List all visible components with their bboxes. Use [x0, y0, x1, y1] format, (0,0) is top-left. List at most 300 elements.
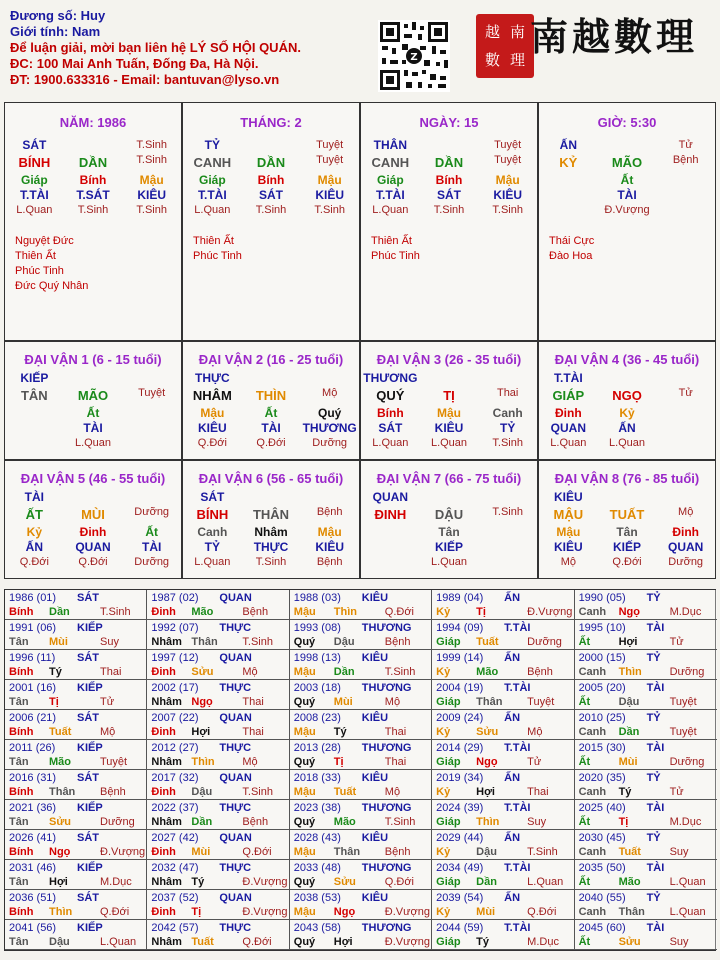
- hidden-stem: Đinh: [672, 525, 700, 539]
- heavenly-stem: MẬU: [553, 507, 584, 522]
- year-label: 2045 (60): [578, 922, 626, 934]
- year-cell[interactable]: [5, 920, 147, 950]
- year-cell[interactable]: [290, 770, 432, 800]
- year-label: 1994 (09): [436, 622, 484, 634]
- year-branch: Tý: [618, 786, 632, 798]
- year-stage: Bệnh: [527, 666, 553, 678]
- year-stage: Bệnh: [384, 846, 411, 858]
- year-stem: Tân: [9, 876, 29, 888]
- year-branch: Thìn: [476, 816, 500, 828]
- year-branch: Ngọ: [333, 906, 356, 918]
- earthly-branch: MÙI: [81, 507, 105, 522]
- heavenly-stem: BÍNH: [196, 507, 229, 522]
- year-branch: Sửu: [49, 816, 72, 828]
- year-stage: Dưỡng: [527, 636, 562, 648]
- year-label: 2002 (17): [151, 682, 199, 694]
- year-stem: Quý: [293, 696, 316, 708]
- year-branch: Tý: [49, 666, 62, 678]
- year-cell[interactable]: [432, 770, 574, 800]
- hidden-god: KIÊU: [434, 421, 464, 435]
- year-cell[interactable]: [575, 860, 717, 890]
- year-cell[interactable]: [147, 620, 289, 650]
- year-god: KIẾP: [77, 922, 103, 934]
- stage: Bệnh: [672, 154, 699, 166]
- hidden-god: KIÊU: [493, 188, 523, 202]
- year-stage: Suy: [669, 936, 689, 948]
- year-label: 1996 (11): [9, 652, 56, 664]
- year-stage: Tuyệt: [527, 696, 555, 708]
- year-god: TÀI: [646, 622, 665, 634]
- year-stem: Quý: [293, 936, 316, 948]
- year-cell[interactable]: [432, 710, 574, 740]
- thap-than-stem: SÁT: [200, 490, 225, 504]
- year-branch: Mão: [333, 816, 356, 828]
- year-god: TỶ: [646, 652, 661, 664]
- year-cell[interactable]: [147, 800, 289, 830]
- year-label: 2009 (24): [436, 712, 484, 724]
- year-label: 2021 (36): [9, 802, 57, 814]
- year-cell[interactable]: [575, 590, 717, 620]
- year-stage: Đ.Vượng: [527, 606, 573, 618]
- year-label: 1993 (08): [293, 622, 341, 634]
- year-stage: Tử: [527, 756, 542, 768]
- year-branch: Sửu: [618, 936, 641, 948]
- year-stem: Tân: [9, 636, 29, 648]
- year-cell[interactable]: [432, 920, 574, 950]
- year-god: QUAN: [219, 712, 252, 724]
- year-cell[interactable]: [5, 650, 147, 680]
- hidden-god: T.SÁT: [76, 188, 110, 202]
- year-god: SÁT: [77, 592, 99, 604]
- year-label: 2034 (49): [436, 862, 484, 874]
- year-god: TỶ: [646, 832, 661, 844]
- year-cell[interactable]: [5, 860, 147, 890]
- year-stage: Bệnh: [100, 786, 126, 798]
- pillar-month: [182, 102, 360, 341]
- year-label: 2005 (20): [578, 682, 626, 694]
- year-cell[interactable]: [290, 680, 432, 710]
- year-god: KIẾP: [77, 682, 103, 694]
- pillar-day: [360, 102, 538, 341]
- year-label: 1986 (01): [9, 592, 57, 604]
- year-label: 1988 (03): [293, 592, 341, 604]
- year-branch: Ngọ: [618, 606, 640, 618]
- hidden-stage: Q.Đới: [256, 437, 286, 449]
- year-stem: Canh: [578, 726, 607, 738]
- hidden-stem: Mậu: [495, 173, 520, 187]
- year-stem: Tân: [9, 696, 29, 708]
- hidden-stage: Q.Đới: [197, 437, 227, 449]
- stage: T.Sinh: [136, 154, 167, 166]
- year-branch: Thân: [476, 696, 503, 708]
- pillar-title: NGÀY: 15: [419, 115, 479, 130]
- year-cell[interactable]: [290, 710, 432, 740]
- year-cell[interactable]: [575, 890, 717, 920]
- star-notes: [371, 234, 537, 264]
- qr-code-icon[interactable]: [378, 20, 450, 92]
- year-cell[interactable]: [432, 860, 574, 890]
- year-label: 1987 (02): [151, 592, 199, 604]
- hidden-stage: L.Quan: [550, 437, 587, 449]
- year-god: ẤN: [504, 772, 521, 784]
- year-god: TÀI: [646, 922, 665, 934]
- year-god: THƯƠNG: [361, 862, 412, 874]
- hidden-stem: Ất: [86, 406, 100, 420]
- year-label: 2022 (37): [151, 802, 199, 814]
- year-label: 2032 (47): [151, 862, 199, 874]
- year-branch: Thân: [191, 636, 218, 648]
- year-cell[interactable]: [432, 800, 574, 830]
- year-branch: Mùi: [49, 636, 68, 648]
- year-cell[interactable]: [147, 830, 289, 860]
- year-cell[interactable]: [432, 890, 574, 920]
- year-stem: Nhâm: [151, 876, 182, 888]
- year-cell[interactable]: [5, 800, 147, 830]
- year-stem: Giáp: [436, 876, 461, 888]
- year-cell[interactable]: [432, 830, 574, 860]
- year-cell[interactable]: [575, 920, 717, 950]
- hidden-god: T.TÀI: [198, 188, 227, 202]
- year-god: TÀI: [646, 802, 665, 814]
- year-stage: T.Sinh: [527, 846, 558, 858]
- dai-van-6: [182, 460, 360, 579]
- year-label: 2024 (39): [436, 802, 484, 814]
- hidden-god: KIẾP: [613, 540, 642, 554]
- year-stage: Suy: [669, 846, 689, 858]
- year-god: THỰC: [219, 742, 252, 754]
- hidden-god: SÁT: [437, 188, 461, 202]
- stage: Tử: [678, 387, 693, 399]
- year-stem: Canh: [578, 606, 607, 618]
- year-cell[interactable]: [5, 770, 147, 800]
- hidden-stage: Q.Đới: [78, 556, 108, 568]
- year-god: THƯƠNG: [361, 802, 412, 814]
- year-cell[interactable]: [147, 920, 289, 950]
- year-label: 2044 (59): [436, 922, 484, 934]
- year-stem: Bính: [9, 606, 34, 618]
- earthly-branch: THÂN: [252, 507, 290, 522]
- hidden-god: THƯƠNG: [302, 421, 357, 435]
- year-stem: Bính: [9, 906, 34, 918]
- year-cell[interactable]: [432, 680, 574, 710]
- seal-char: 數: [484, 50, 500, 69]
- year-cell[interactable]: [575, 710, 717, 740]
- year-label: 1995 (10): [578, 622, 626, 634]
- year-branch: Tý: [191, 876, 205, 888]
- year-stage: M.Dục: [527, 936, 559, 948]
- year-stage: Đ.Vượng: [384, 906, 430, 918]
- year-label: 2040 (55): [578, 892, 626, 904]
- hidden-stem: Ất: [264, 406, 278, 420]
- year-stem: Quý: [293, 876, 316, 888]
- year-stem: Nhâm: [151, 816, 182, 828]
- year-branch: Tuất: [333, 786, 357, 798]
- year-cell[interactable]: [147, 590, 289, 620]
- year-label: 1999 (14): [436, 652, 484, 664]
- year-god: QUAN: [219, 652, 252, 664]
- year-stage: Q.Đới: [242, 846, 272, 858]
- year-cell[interactable]: [5, 740, 147, 770]
- year-stage: Đ.Vượng: [100, 846, 146, 858]
- year-god: TỶ: [646, 592, 661, 604]
- dai-van-title: ĐẠI VẬN 8 (76 - 85 tuổi): [554, 471, 700, 486]
- year-cell[interactable]: [5, 830, 147, 860]
- dai-van-3: [360, 341, 538, 460]
- year-stem: Giáp: [436, 696, 461, 708]
- year-branch: Dần: [618, 726, 640, 738]
- heavenly-stem: ẤT: [25, 507, 43, 522]
- svg-text:Z: Z: [410, 52, 418, 63]
- year-cell[interactable]: [290, 590, 432, 620]
- year-stem: Giáp: [436, 816, 461, 828]
- year-cell[interactable]: [432, 620, 574, 650]
- year-cell[interactable]: [147, 650, 289, 680]
- year-stage: Bệnh: [242, 816, 269, 828]
- hidden-god: KIÊU: [137, 188, 167, 202]
- year-cell[interactable]: [290, 890, 432, 920]
- year-stage: Q.Đới: [384, 876, 414, 888]
- year-stage: Thai: [384, 726, 407, 738]
- hidden-stem: Kỷ: [619, 406, 635, 420]
- thap-than-stem: KIẾP: [20, 371, 49, 385]
- heavenly-stem: TÂN: [20, 388, 48, 403]
- year-stem: Nhâm: [151, 636, 182, 648]
- year-cell[interactable]: [290, 860, 432, 890]
- year-branch: Dần: [49, 606, 70, 618]
- year-cell[interactable]: [290, 800, 432, 830]
- seal-char: 越: [484, 22, 500, 41]
- year-stem: Kỷ: [436, 786, 451, 798]
- year-branch: Thìn: [49, 906, 73, 918]
- year-branch: Tị: [49, 696, 59, 708]
- year-label: 2010 (25): [578, 712, 626, 724]
- year-stage: Dưỡng: [669, 666, 705, 678]
- year-label: 2014 (29): [436, 742, 484, 754]
- hidden-stage: Dưỡng: [668, 556, 704, 568]
- hidden-stem: Quý: [318, 406, 342, 420]
- year-stage: Tử: [669, 636, 684, 648]
- dai-van-title: ĐẠI VẬN 3 (26 - 35 tuổi): [376, 352, 522, 367]
- year-cell[interactable]: [575, 740, 717, 770]
- year-branch: Dậu: [476, 846, 497, 858]
- year-label: 2026 (41): [9, 832, 57, 844]
- hidden-god: TÀI: [617, 188, 637, 202]
- year-stem: Kỷ: [436, 846, 451, 858]
- star: Thiên Ất: [15, 250, 56, 262]
- year-label: 2020 (35): [578, 772, 626, 784]
- hidden-stage: T.Sinh: [314, 204, 345, 216]
- year-label: 2030 (45): [578, 832, 626, 844]
- year-cell[interactable]: [575, 620, 717, 650]
- annual-luck-table: [4, 589, 716, 951]
- year-god: KIÊU: [361, 772, 389, 784]
- year-label: 2016 (31): [9, 772, 57, 784]
- hidden-stage: Đ.Vượng: [604, 204, 650, 216]
- heavenly-stem: BÍNH: [18, 155, 51, 170]
- year-stage: Mộ: [384, 696, 401, 708]
- year-label: 2017 (32): [151, 772, 199, 784]
- year-branch: Tý: [333, 726, 347, 738]
- year-stage: Q.Đới: [527, 906, 557, 918]
- hidden-god: SÁT: [259, 188, 283, 202]
- dai-van-title: ĐẠI VẬN 7 (66 - 75 tuổi): [376, 471, 522, 486]
- year-god: KIÊU: [361, 892, 389, 904]
- year-stem: Đinh: [151, 786, 176, 798]
- year-cell[interactable]: [5, 620, 147, 650]
- earthly-branch: THÌN: [255, 388, 287, 403]
- year-cell[interactable]: [575, 680, 717, 710]
- year-label: 1990 (05): [578, 592, 626, 604]
- stage: Thai: [496, 387, 519, 399]
- heavenly-stem: NHÂM: [192, 388, 232, 403]
- pillar-title: THÁNG: 2: [240, 115, 302, 130]
- dai-van-1: [4, 341, 182, 460]
- year-label: 1997 (12): [151, 652, 199, 664]
- stage: Bệnh: [316, 506, 343, 518]
- year-god: T.TÀI: [504, 622, 531, 634]
- gender: Giới tính: Nam: [10, 24, 101, 39]
- year-stage: Thai: [384, 756, 407, 768]
- year-stem: Tân: [9, 936, 29, 948]
- hidden-god: QUAN: [75, 540, 111, 554]
- year-branch: Thìn: [618, 666, 642, 678]
- hidden-stage: L.Quan: [194, 556, 231, 568]
- hidden-stem: Tân: [616, 525, 638, 539]
- year-label: 2000 (15): [578, 652, 626, 664]
- year-cell[interactable]: [432, 650, 574, 680]
- year-god: T.TÀI: [504, 862, 531, 874]
- year-god: THỰC: [219, 862, 252, 874]
- pillar-title: NĂM: 1986: [59, 115, 127, 130]
- phone-email-line: ĐT: 1900.633316 - Email: bantuvan@lyso.vn: [10, 72, 280, 87]
- earthly-branch: MÃO: [611, 155, 643, 170]
- star: Nguyệt Đức: [15, 235, 74, 247]
- year-label: 2039 (54): [436, 892, 484, 904]
- stage: Tuyệt: [494, 139, 522, 151]
- year-cell[interactable]: [575, 770, 717, 800]
- year-cell[interactable]: [147, 740, 289, 770]
- year-stage: Suy: [100, 636, 119, 648]
- year-cell[interactable]: [147, 860, 289, 890]
- year-cell[interactable]: [5, 680, 147, 710]
- hidden-god: KIÊU: [554, 540, 583, 554]
- hidden-stage: L.Quan: [16, 204, 53, 216]
- hidden-stage: L.Quan: [74, 437, 112, 449]
- year-label: 1998 (13): [293, 652, 341, 664]
- year-cell[interactable]: [575, 830, 717, 860]
- star: Đức Quý Nhân: [15, 280, 89, 292]
- year-cell[interactable]: [147, 680, 289, 710]
- year-cell[interactable]: [575, 800, 717, 830]
- year-stem: Tân: [9, 816, 29, 828]
- year-cell[interactable]: [147, 890, 289, 920]
- stage: Tuyệt: [138, 387, 166, 399]
- year-cell[interactable]: [290, 920, 432, 950]
- heavenly-stem: KỶ: [559, 155, 578, 170]
- hidden-god: QUAN: [668, 540, 704, 554]
- year-cell[interactable]: [290, 830, 432, 860]
- year-branch: Ngọ: [191, 696, 213, 708]
- year-cell[interactable]: [290, 740, 432, 770]
- year-god: SÁT: [77, 832, 99, 844]
- star: Thiên Ất: [193, 235, 234, 247]
- year-label: 2012 (27): [151, 742, 199, 754]
- hidden-stage: Q.Đới: [612, 556, 642, 568]
- hidden-stem: Ất: [145, 525, 159, 539]
- dai-van-title: ĐẠI VẬN 4 (36 - 45 tuổi): [554, 352, 700, 367]
- star-notes: [15, 234, 181, 294]
- year-label: 2027 (42): [151, 832, 199, 844]
- year-label: 2001 (16): [9, 682, 57, 694]
- seal-char: 理: [509, 50, 525, 69]
- year-god: KIẾP: [77, 622, 103, 634]
- year-stage: Bệnh: [384, 636, 411, 648]
- year-cell[interactable]: [432, 740, 574, 770]
- year-stem: Canh: [578, 906, 607, 918]
- year-cell[interactable]: [5, 710, 147, 740]
- year-branch: Dậu: [49, 936, 70, 948]
- year-cell[interactable]: [5, 590, 147, 620]
- year-branch: Sửu: [476, 726, 499, 738]
- year-stem: Mậu: [293, 726, 316, 738]
- year-god: T.TÀI: [504, 742, 531, 754]
- year-cell[interactable]: [575, 650, 717, 680]
- dai-van-title: ĐẠI VẬN 5 (46 - 55 tuổi): [20, 471, 166, 486]
- year-stem: Nhâm: [151, 936, 182, 948]
- year-branch: Dần: [333, 666, 355, 678]
- year-stem: Nhâm: [151, 696, 182, 708]
- thap-than-stem: TỶ: [204, 138, 220, 152]
- year-branch: Mùi: [476, 906, 496, 918]
- hidden-god: TỶ: [204, 540, 220, 554]
- year-branch: Dậu: [191, 786, 213, 798]
- year-cell[interactable]: [290, 620, 432, 650]
- hidden-stem: Kỷ: [26, 525, 42, 539]
- star: Phúc Tinh: [371, 250, 420, 262]
- year-cell[interactable]: [290, 650, 432, 680]
- year-god: T.TÀI: [504, 922, 531, 934]
- hidden-stem: Mậu: [139, 173, 164, 187]
- year-cell[interactable]: [147, 770, 289, 800]
- year-god: THƯƠNG: [361, 742, 412, 754]
- year-branch: Dậu: [618, 696, 640, 708]
- hidden-god: KIẾP: [435, 540, 464, 554]
- stage: Mộ: [678, 506, 694, 518]
- hidden-stem: Ất: [620, 173, 634, 187]
- year-branch: Sửu: [333, 876, 356, 888]
- year-god: THỰC: [219, 802, 252, 814]
- year-god: T.TÀI: [504, 802, 531, 814]
- year-label: 2015 (30): [578, 742, 626, 754]
- year-stem: Ất: [578, 876, 591, 888]
- year-stem: Mậu: [293, 846, 316, 858]
- year-cell[interactable]: [5, 890, 147, 920]
- year-stem: Quý: [293, 636, 316, 648]
- pillar-year: [4, 102, 182, 341]
- hidden-stage: Q.Đới: [19, 556, 49, 568]
- stage: T.Sinh: [136, 139, 167, 151]
- year-god: QUAN: [219, 592, 252, 604]
- year-stage: Mộ: [384, 786, 401, 798]
- year-god: THƯƠNG: [361, 682, 412, 694]
- year-stem: Kỷ: [436, 666, 451, 678]
- year-cell[interactable]: [147, 710, 289, 740]
- year-stage: T.Sinh: [100, 606, 131, 618]
- year-cell[interactable]: [432, 590, 574, 620]
- year-label: 2038 (53): [293, 892, 341, 904]
- year-branch: Mão: [618, 876, 641, 888]
- hidden-god: TỶ: [500, 421, 516, 435]
